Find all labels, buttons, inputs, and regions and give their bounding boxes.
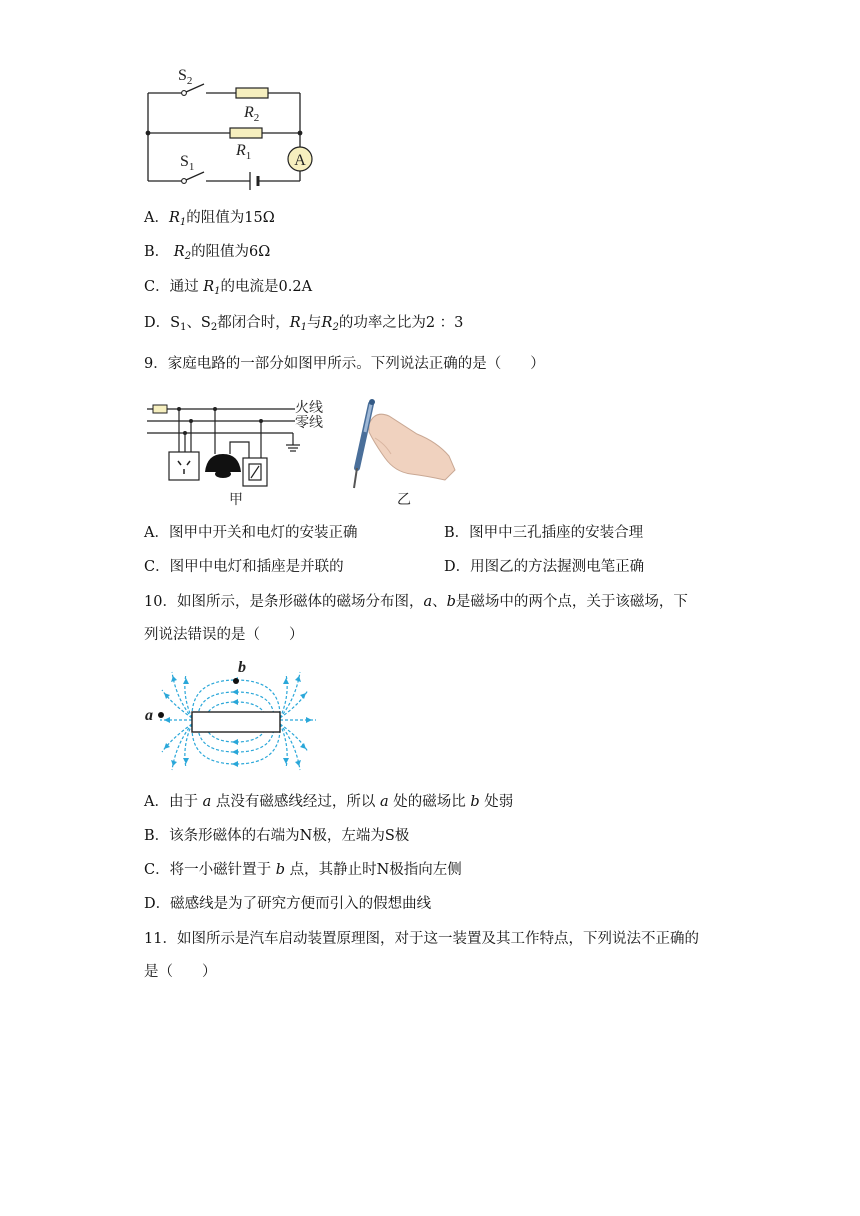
svg-text:R1: [235, 142, 251, 162]
hand-icon: [369, 414, 455, 480]
q9-option-c: C．图甲中电灯和插座是并联的: [144, 559, 344, 575]
q10-bar-magnet-field-diagram: [142, 660, 322, 780]
q10-option-c: C．将一小磁针置于 b 点，其静止时N极指向左侧: [144, 862, 462, 878]
q11-stem-line1: 11．如图所示是汽车启动装置原理图，对于这一装置及其工作特点，下列说法不正确的: [144, 931, 699, 947]
q9-household-circuit-diagram: [145, 398, 325, 510]
three-hole-socket-icon: [169, 452, 199, 480]
figure-yi-label: 乙: [397, 493, 411, 508]
neutral-wire-label: 零线: [295, 416, 323, 431]
q11-stem-line2: 是（ ）: [144, 964, 217, 980]
svg-text:S2: [178, 67, 192, 87]
point-a: [158, 712, 164, 718]
q9-option-d: D．用图乙的方法握测电笔正确: [444, 559, 645, 575]
r2-label: R: [244, 104, 254, 121]
q9-option-b: B．图甲中三孔插座的安装合理: [444, 525, 644, 541]
live-wire-label: 火线: [295, 401, 323, 416]
q8-option-b: B． $R_2$的阻值为6Ω: [144, 244, 271, 262]
q10-option-d: D．磁感线是为了研究方便而引入的假想曲线: [144, 896, 432, 912]
s1-label-sub: 1: [188, 161, 195, 173]
s2-label-sub: 2: [186, 75, 193, 87]
bar-magnet: [192, 712, 280, 732]
q10-option-b: B．该条形磁体的右端为N极，左端为S极: [144, 828, 410, 844]
q8-option-c: C．通过 $R_1$的电流是0.2A: [144, 279, 313, 297]
q8-option-a: A．$R_1$的阻值为15Ω: [144, 210, 275, 228]
svg-text:R2: [243, 104, 259, 124]
q10-stem-line1: 10．如图所示，是条形磁体的磁场分布图，a、b是磁场中的两个点，关于该磁场，下: [144, 594, 688, 610]
point-b-label: b: [238, 660, 246, 676]
ammeter-label: A: [294, 152, 306, 169]
point-a-label: a: [145, 707, 153, 724]
svg-text:S1: [180, 153, 194, 173]
q10-option-a: A．由于 a 点没有磁感线经过，所以 a 处的磁场比 b 处弱: [144, 794, 514, 810]
s2-label: S: [178, 67, 187, 84]
q9-test-pen-hand-diagram: [345, 398, 465, 510]
lamp-icon: [205, 454, 241, 478]
figure-jia-label: 甲: [229, 493, 243, 508]
q9-option-a: A．图甲中开关和电灯的安装正确: [144, 525, 358, 541]
q8-option-d: D．$S_1$、$S_2$都闭合时，$R_1$与$R_2$的功率之比为2 ：3: [144, 315, 464, 333]
r1-label-sub: 1: [245, 150, 252, 162]
test-pen-icon: [354, 399, 375, 488]
point-b: [233, 678, 239, 684]
q9-stem: 9．家庭电路的一部分如图甲所示。下列说法正确的是（ ）: [144, 356, 545, 372]
r1-resistor: [230, 128, 262, 138]
s1-label: S: [180, 153, 189, 170]
r2-resistor: [236, 88, 268, 98]
r1-label: R: [236, 142, 246, 159]
r2-label-sub: 2: [253, 112, 260, 124]
q8-circuit-diagram: [140, 62, 320, 192]
q10-stem-line2: 列说法错误的是（ ）: [144, 627, 304, 643]
